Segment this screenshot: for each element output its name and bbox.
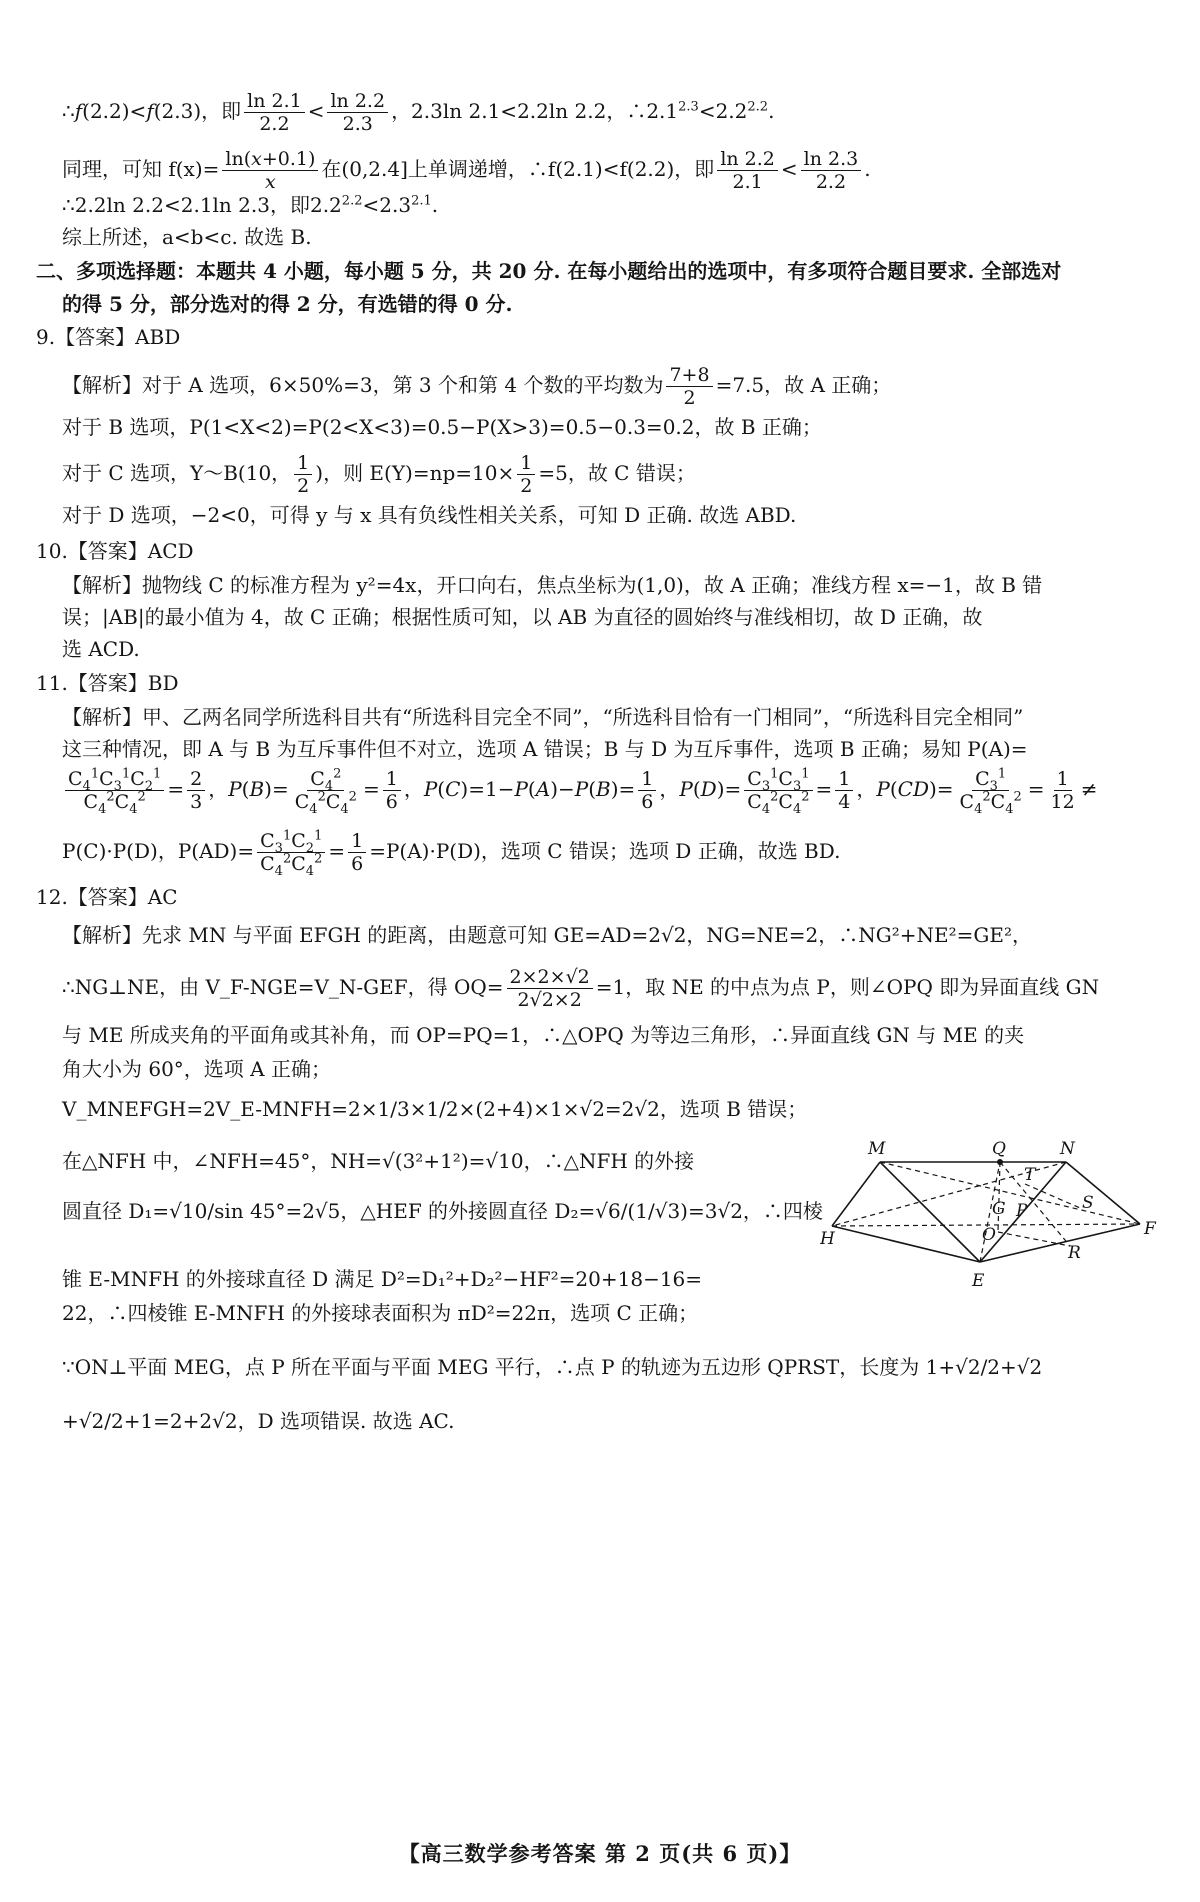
q12-analysis-g: 圆直径 D₁=√10/sin 45°=2√5，△HEF 的外接圆直径 D₂=√6/(1/√3)=3√2，∴四棱 (62, 1199, 823, 1223)
line-f-compare: ∴f(2.2)<f(2.3)，即 $\frac{\ln 2.1}{2.2}$ < $\frac{\ln 2.2}{2.3}$ ，2.3ln 2.1<2.2ln 2.2，$\therefore 2.1^{2.3}<2.2^{2.2}$. (62, 90, 775, 135)
q9-analysis-d: 对于 D 选项，−2<0，可得 y 与 x 具有负线性相关关系，可知 D 正确. 故选 ABD. (62, 503, 797, 527)
pyramid-figure (820, 1136, 1160, 1306)
label-f: F (1144, 1219, 1156, 1239)
q12-analysis-f: 在△NFH 中，∠NFH=45°，NH=√(3²+1²)=√10，∴△NFH 的外接 (62, 1149, 695, 1173)
q12-analysis-d: 角大小为 60°，选项 A 正确； (62, 1057, 331, 1081)
line-monotone: 同理，可知 f(x)= $\frac{\ln(x+0.1)}{x}$ 在(0,2.4]上单调递增，∴f(2.1)<f(2.2)，即 $\frac{\ln 2.2}{2.1}$ < $\frac{\ln 2.3}{2.2}$ . (62, 148, 871, 193)
q11-answer: 11.【答案】BD (36, 671, 179, 695)
q9-analysis-a: 【解析】对于 A 选项，6×50%=3，第 3 个和第 4 个数的平均数为 $\frac{7+8}{2}$ =7.5，故 A 正确； (62, 364, 892, 409)
q10-answer: 10.【答案】ACD (36, 539, 194, 563)
q12-analysis-b: ∴NG⊥NE，由 V_F-NGE=V_N-GEF，得 OQ= $\frac{2\times 2\times√2}{2√2\times 2}$ =1，取 NE 的中点为点 P，则∠OPQ 即为异面直线 GN (62, 966, 1100, 1011)
label-o: O (982, 1225, 996, 1245)
q12-analysis-c: 与 ME 所成夹角的平面角或其补角，而 OP=PQ=1，∴△OPQ 为等边三角形，∴异面直线 GN 与 ME 的夹 (62, 1023, 1025, 1047)
label-t: T (1024, 1165, 1036, 1185)
q12-analysis-h: 锥 E-MNFH 的外接球直径 D 满足 D²=D₁²+D₂²−HF²=20+18−16= (62, 1267, 703, 1291)
section-heading: 二、多项选择题：本题共 4 小题，每小题 5 分，共 20 分. 在每小题给出的选项中，有多项符合题目要求. 全部选对 (36, 259, 1062, 283)
label-m: M (868, 1139, 886, 1159)
q12-analysis-i: 22，∴四棱锥 E-MNFH 的外接球表面积为 πD²=22π，选项 C 正确； (62, 1301, 699, 1325)
q12-analysis-a: 【解析】先求 MN 与平面 EFGH 的距离，由题意可知 GE=AD=2√2，NG=NE=2，∴NG²+NE²=GE²， (62, 923, 1032, 947)
line-summary: 综上所述，a<b<c. 故选 B. (62, 225, 312, 249)
q10-analysis-a: 【解析】抛物线 C 的标准方程为 y²=4x，开口向右，焦点坐标为(1,0)，故 A 正确；准线方程 x=−1，故 B 错 (62, 573, 1043, 597)
q11-analysis-c: P(C)·P(D)，P(AD)= $\frac{C_3^1C_2^1}{C_4^2C_4^2}$ = $\frac{1}{6}$ =P(A)·P(D)，选项 C 错误；选项 D 正确，故选 BD. (62, 828, 841, 879)
q12-answer: 12.【答案】AC (36, 885, 178, 909)
q10-analysis-c: 选 ACD. (62, 637, 140, 661)
label-g: G (992, 1199, 1006, 1219)
q11-analysis-b: 这三种情况，即 A 与 B 为互斥事件但不对立，选项 A 错误；B 与 D 为互斥事件，选项 B 正确；易知 P(A)= (62, 737, 1028, 761)
label-e: E (972, 1271, 985, 1291)
q10-analysis-b: 误；|AB|的最小值为 4，故 C 正确；根据性质可知，以 AB 为直径的圆始终与准线相切，故 D 正确，故 (62, 605, 983, 629)
q11-probabilities: $\frac{C_4^1C_3^1C_2^1}{C_4^2C_4^2}$ = $\frac{2}{3}$ ，P(B)= $\frac{C_4^2}{C_4^2C_4^2}$ = $\frac{1}{6}$ ，P(C)=1−P(A)−P(B)= $\frac{1}{6}$ ，P(D)= $\frac{C_3^1C_3^1}{C_4^2C_4^2}$ = $\frac{1}{4}$ ，P(CD)= $\frac{C_3^1}{C_4^2C_4^2}$ = $\frac{1}{12}$ ≠ (62, 768, 1097, 813)
q11-analysis-a: 【解析】甲、乙两名同学所选科目共有“所选科目完全不同”，“所选科目恰有一门相同”，“所选科目完全相同” (62, 705, 1024, 729)
q9-answer: 9.【答案】ABD (36, 325, 181, 349)
label-p: P (1016, 1201, 1028, 1221)
label-r: R (1068, 1243, 1081, 1263)
q12-analysis-j: ∵ON⊥平面 MEG，点 P 所在平面与平面 MEG 平行，∴点 P 的轨迹为五边形 QPRST，长度为 1+√2/2+√2 (62, 1355, 1043, 1379)
page-footer: 【高三数学参考答案 第 2 页(共 6 页)】 (398, 1841, 802, 1866)
label-h: H (820, 1229, 835, 1249)
label-n: N (1060, 1139, 1075, 1159)
q12-analysis-k: +√2/2+1=2+2√2，D 选项错误. 故选 AC. (62, 1409, 455, 1433)
label-s: S (1082, 1193, 1094, 1213)
q9-analysis-c: 对于 C 选项，Y～B(10， $\frac{1}{2}$ )，则 E(Y)=np=10× $\frac{1}{2}$ =5，故 C 错误； (62, 452, 696, 497)
section-heading-cont: 的得 5 分，部分选对的得 2 分，有选错的得 0 分. (62, 292, 513, 316)
q12-analysis-e: V_MNEFGH=2V_E-MNFH=2×1/3×1/2×(2+4)×1×√2=2√2，选项 B 错误； (62, 1097, 808, 1121)
label-q: Q (992, 1139, 1006, 1159)
line-conclusion-1: ∴2.2ln 2.2<2.1ln 2.3，即$2.2^{2.2}<2.3^{2.1}$. (62, 193, 439, 217)
q9-analysis-b: 对于 B 选项，P(1<X<2)=P(2<X<3)=0.5−P(X>3)=0.5−0.3=0.2，故 B 正确； (62, 415, 822, 439)
